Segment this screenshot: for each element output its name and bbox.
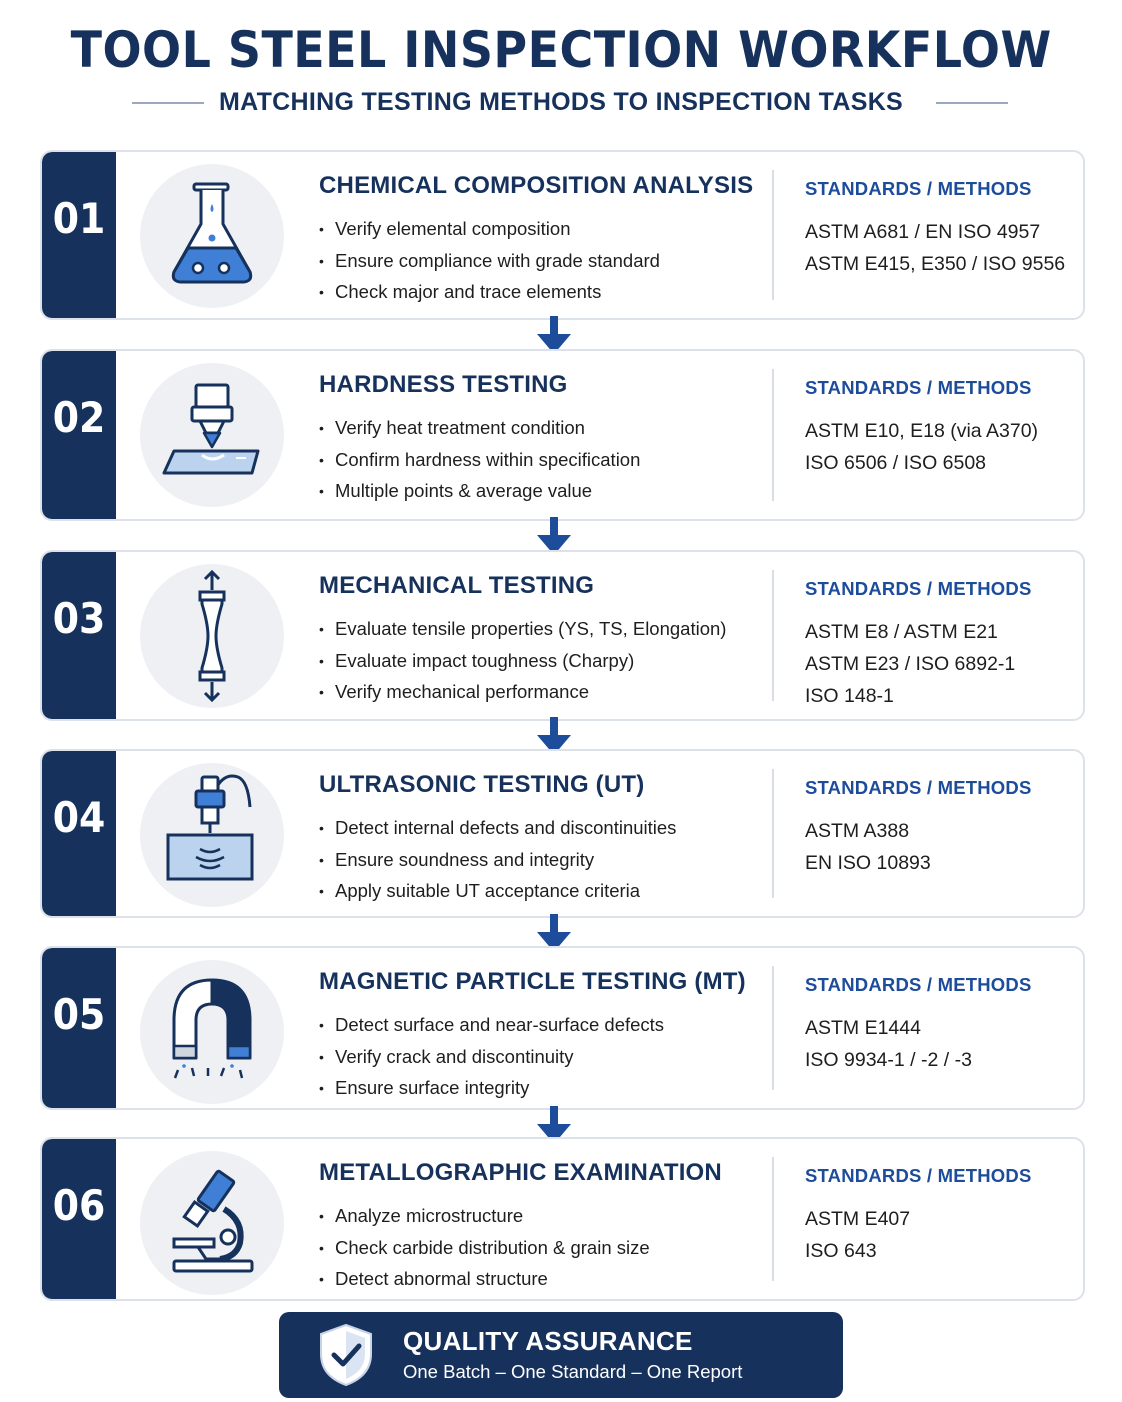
step-card-06 (40, 1137, 1085, 1301)
task-list (319, 1010, 664, 1105)
ultrasonic-probe-icon (140, 763, 284, 907)
standard-item: EN ISO 10893 (805, 852, 931, 874)
standard-item: ISO 148-1 (805, 685, 894, 707)
task-item: • Ensure compliance with grade standard (319, 246, 660, 278)
task-item: • Analyze microstructure (319, 1201, 650, 1233)
standard-item: ISO 9934-1 / -2 / -3 (805, 1049, 972, 1071)
task-item: • Verify mechanical performance (319, 677, 726, 709)
standards-list (805, 1012, 972, 1076)
shield-check-icon (317, 1322, 375, 1388)
step-number: 05 (52, 990, 106, 1039)
page-subtitle: MATCHING TESTING METHODS TO INSPECTION TASKS (218, 88, 904, 116)
step-card-01 (40, 150, 1085, 320)
standard-item: ASTM E8 / ASTM E21 (805, 621, 998, 643)
task-item: • Confirm hardness within specification (319, 445, 640, 477)
step-number: 06 (52, 1181, 106, 1230)
flask-icon (140, 164, 284, 308)
standard-item: ISO 643 (805, 1240, 877, 1262)
standards-list (805, 616, 1015, 712)
icon-badge (140, 363, 284, 507)
task-item: • Detect internal defects and discontinuities (319, 813, 676, 845)
task-list (319, 413, 640, 508)
column-divider (772, 170, 774, 300)
step-number-block (42, 751, 116, 916)
column-divider (772, 769, 774, 898)
step-title: ULTRASONIC TESTING (UT) (319, 771, 645, 798)
step-card-03 (40, 550, 1085, 721)
step-number-block (42, 152, 116, 318)
step-number-block (42, 948, 116, 1108)
step-number-block (42, 552, 116, 719)
step-number-block (42, 1139, 116, 1299)
task-item: • Ensure soundness and integrity (319, 845, 676, 877)
standards-list (805, 1203, 910, 1267)
task-item: • Verify heat treatment condition (319, 413, 640, 445)
standard-item: ASTM E23 / ISO 6892-1 (805, 653, 1016, 675)
standards-list (805, 815, 931, 879)
magnet-icon (140, 960, 284, 1104)
standards-label: STANDARDS / METHODS (805, 974, 1032, 995)
icon-badge (140, 1151, 284, 1295)
page-title: TOOL STEEL INSPECTION WORKFLOW (70, 21, 1052, 79)
icon-badge (140, 763, 284, 907)
task-item: • Verify crack and discontinuity (319, 1042, 664, 1074)
quality-assurance-banner (279, 1312, 843, 1398)
task-list (319, 214, 660, 309)
tensile-specimen-icon (140, 564, 284, 708)
standards-label: STANDARDS / METHODS (805, 578, 1032, 599)
standards-list (805, 216, 1065, 280)
task-item: • Detect abnormal structure (319, 1264, 650, 1296)
task-item: • Check major and trace elements (319, 277, 660, 309)
task-list (319, 614, 726, 709)
standards-label: STANDARDS / METHODS (805, 1165, 1032, 1186)
task-list (319, 1201, 650, 1296)
column-divider (772, 570, 774, 701)
standards-list (805, 415, 1038, 479)
step-title: METALLOGRAPHIC EXAMINATION (319, 1159, 722, 1186)
step-title: HARDNESS TESTING (319, 371, 568, 398)
task-item: • Multiple points & average value (319, 476, 640, 508)
standard-item: ASTM E1444 (805, 1017, 921, 1039)
step-number-block (42, 351, 116, 519)
task-item: • Detect surface and near-surface defects (319, 1010, 664, 1042)
step-number: 04 (52, 793, 106, 842)
task-list (319, 813, 676, 908)
standard-item: ASTM E10, E18 (via A370) (805, 420, 1039, 442)
step-card-02 (40, 349, 1085, 521)
task-item: • Verify elemental composition (319, 214, 660, 246)
hardness-indenter-icon (140, 363, 284, 507)
subtitle-rule-right (936, 102, 1008, 104)
step-card-05 (40, 946, 1085, 1110)
task-item: • Check carbide distribution & grain size (319, 1233, 650, 1265)
standard-item: ASTM E415, E350 / ISO 9556 (805, 253, 1066, 275)
standard-item: ISO 6506 / ISO 6508 (805, 452, 987, 474)
step-title: MECHANICAL TESTING (319, 572, 595, 599)
microscope-icon (140, 1151, 284, 1295)
task-item: • Evaluate impact toughness (Charpy) (319, 646, 726, 678)
icon-badge (140, 164, 284, 308)
standard-item: ASTM A388 (805, 820, 910, 842)
standard-item: ASTM E407 (805, 1208, 911, 1230)
column-divider (772, 966, 774, 1090)
icon-badge (140, 960, 284, 1104)
step-title: CHEMICAL COMPOSITION ANALYSIS (319, 172, 754, 199)
step-title: MAGNETIC PARTICLE TESTING (MT) (319, 968, 746, 995)
standards-label: STANDARDS / METHODS (805, 377, 1032, 398)
step-card-04 (40, 749, 1085, 918)
step-number: 03 (52, 594, 106, 643)
standards-label: STANDARDS / METHODS (805, 178, 1032, 199)
column-divider (772, 1157, 774, 1281)
subtitle-row (0, 86, 1122, 120)
task-item: • Evaluate tensile properties (YS, TS, Elongation) (319, 614, 726, 646)
step-number: 01 (52, 194, 106, 243)
task-item: • Ensure surface integrity (319, 1073, 664, 1105)
icon-badge (140, 564, 284, 708)
standard-item: ASTM A681 / EN ISO 4957 (805, 221, 1041, 243)
task-item: • Apply suitable UT acceptance criteria (319, 876, 676, 908)
standards-label: STANDARDS / METHODS (805, 777, 1032, 798)
qa-subtitle: One Batch – One Standard – One Report (403, 1361, 743, 1382)
column-divider (772, 369, 774, 501)
header (0, 18, 1122, 82)
qa-title: QUALITY ASSURANCE (403, 1326, 693, 1356)
step-number: 02 (52, 393, 106, 442)
